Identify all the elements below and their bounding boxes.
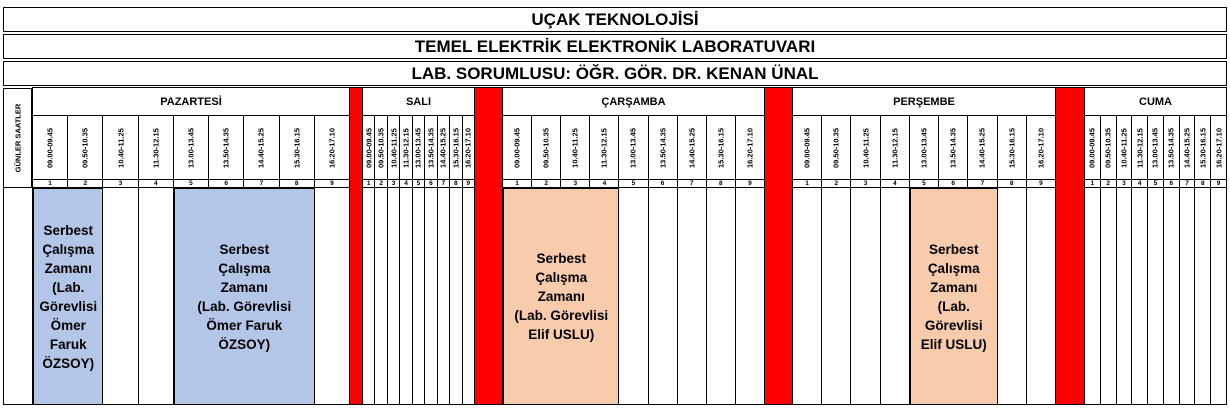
time-slot-label: 14.40-15.25: [977, 127, 987, 168]
period-number: 4: [400, 180, 412, 188]
time-slot-header: [139, 116, 174, 180]
free-study-line: Ömer Faruk: [49, 317, 87, 352]
time-slot-label: 09.50-10.35: [376, 127, 386, 168]
time-slot-header: [939, 116, 968, 180]
period-number: 9: [315, 180, 350, 188]
period-number: 7: [244, 180, 279, 188]
time-slot-label: 16.20-17.10: [327, 127, 337, 168]
time-slot-label: 16.20-17.10: [463, 127, 473, 168]
time-slot-header: [425, 116, 437, 180]
period-number: 9: [736, 180, 765, 188]
free-study-text: [514, 249, 608, 344]
period-number: 4: [590, 180, 619, 188]
free-study-line: Zamanı: [44, 260, 92, 276]
free-study-block: [910, 188, 998, 405]
time-slot-header: [438, 116, 450, 180]
time-slot-header: [400, 116, 412, 180]
free-study-block: [174, 188, 315, 405]
period-number: 3: [851, 180, 880, 188]
free-study-line: Görevlisi: [924, 317, 983, 333]
time-slot-label: 11.30-12.15: [151, 127, 161, 168]
time-slot-header: [450, 116, 462, 180]
time-slot-header: [998, 116, 1027, 180]
time-slot-label: 13.00-13.45: [1150, 127, 1160, 168]
time-slot-label: 13.00-13.45: [413, 127, 423, 168]
day-header: PERŞEMBE: [793, 88, 1056, 116]
period-number: 9: [463, 180, 475, 188]
period-number: 6: [425, 180, 437, 188]
free-study-line: ÖZSOY): [218, 336, 271, 352]
schedule-cell: [103, 188, 138, 405]
free-study-line: Serbest: [219, 241, 270, 257]
time-slot-label: 09.00-09.45: [802, 127, 812, 168]
schedule-cell: [1211, 188, 1227, 405]
period-number: 1: [793, 180, 822, 188]
time-slot-header: [532, 116, 561, 180]
day-separator: [1056, 88, 1085, 405]
period-number: 3: [388, 180, 400, 188]
free-study-line: Zamanı: [537, 289, 585, 304]
time-slot-header: [619, 116, 648, 180]
free-study-text: [197, 240, 291, 354]
time-slot-label: 09.50-10.35: [1103, 127, 1113, 168]
day-header: PAZARTESİ: [33, 88, 350, 116]
schedule-cell: [793, 188, 822, 405]
free-study-line: Çalışma: [218, 260, 271, 276]
schedule-cell: [881, 188, 910, 405]
free-study-block: [503, 188, 619, 405]
period-number: 1: [1085, 180, 1101, 188]
time-slot-label: 15.30-16.15: [1198, 127, 1208, 168]
schedule-cell: [1180, 188, 1196, 405]
time-slot-label: 10.40-11.25: [389, 127, 399, 168]
time-slot-label: 11.30-12.15: [401, 127, 411, 168]
free-study-text: [921, 240, 987, 354]
time-slot-label: 13.50-14.35: [221, 127, 231, 168]
time-slot-label: 15.30-16.15: [1007, 127, 1017, 168]
time-slot-label: 14.40-15.25: [256, 127, 266, 168]
free-study-line: (Lab.: [937, 298, 970, 314]
days-hours-label: GÜNLER SAATLER: [3, 88, 32, 188]
free-study-block: [33, 188, 103, 405]
period-number: 8: [1195, 180, 1211, 188]
period-number: 9: [1211, 180, 1227, 188]
period-number: 6: [209, 180, 244, 188]
schedule-cell: [707, 188, 736, 405]
period-number: 4: [881, 180, 910, 188]
schedule-cell: [1085, 188, 1101, 405]
free-study-line: Elif USLU): [528, 327, 595, 342]
free-study-line: Çalışma: [535, 270, 588, 285]
free-study-line: Serbest: [536, 251, 586, 266]
period-number: 2: [375, 180, 387, 188]
schedule-cell: [1148, 188, 1164, 405]
time-slot-header: [851, 116, 880, 180]
period-number: 5: [910, 180, 939, 188]
schedule-cell: [851, 188, 880, 405]
time-slot-label: 11.30-12.15: [890, 127, 900, 168]
time-slot-header: [678, 116, 707, 180]
free-study-line: Zamanı: [930, 279, 978, 295]
time-slot-header: [280, 116, 315, 180]
time-slot-label: 13.50-14.35: [1166, 127, 1176, 168]
time-slot-header: [822, 116, 851, 180]
free-study-line: (Lab. Görevlisi: [514, 308, 609, 323]
period-number: 7: [968, 180, 997, 188]
period-number: 8: [707, 180, 736, 188]
schedule-cell: [998, 188, 1027, 405]
time-slot-header: [707, 116, 736, 180]
time-slot-label: 16.20-17.10: [745, 127, 755, 168]
time-slot-header: [1180, 116, 1196, 180]
day-separator: [350, 88, 363, 405]
time-slot-label: 11.30-12.15: [1135, 127, 1145, 168]
schedule-cell: [315, 188, 350, 405]
time-slot-label: 09.50-10.35: [831, 127, 841, 168]
time-slot-label: 10.40-11.25: [1119, 127, 1129, 168]
time-slot-header: [33, 116, 68, 180]
schedule-cell: [363, 188, 375, 405]
period-number: 1: [363, 180, 375, 188]
period-number: 1: [33, 180, 68, 188]
schedule-cell: [649, 188, 678, 405]
schedule-cell: [139, 188, 174, 405]
time-slot-header: [910, 116, 939, 180]
time-slot-header: [1085, 116, 1101, 180]
period-number: 6: [939, 180, 968, 188]
time-slot-header: [1211, 116, 1227, 180]
lab-supervisor: LAB. SORUMLUSU: ÖĞR. GÖR. DR. KENAN ÜNAL: [3, 61, 1227, 86]
period-number: 5: [413, 180, 425, 188]
schedule-cell: [1117, 188, 1133, 405]
schedule-cell: [1164, 188, 1180, 405]
schedule-cell: [425, 188, 437, 405]
free-study-line: ÖZSOY): [42, 355, 95, 371]
schedule-cell: [619, 188, 648, 405]
period-number: 6: [1164, 180, 1180, 188]
period-number: 7: [678, 180, 707, 188]
time-slot-label: 14.40-15.25: [438, 127, 448, 168]
period-number: 5: [174, 180, 209, 188]
time-slot-label: 13.00-13.45: [628, 127, 638, 168]
time-slot-label: 09.50-10.35: [541, 127, 551, 168]
time-slot-header: [68, 116, 103, 180]
time-slot-header: [315, 116, 350, 180]
time-slot-label: 15.30-16.15: [292, 127, 302, 168]
schedule-cell: [438, 188, 450, 405]
day-header: SALI: [363, 88, 475, 116]
period-number: 8: [450, 180, 462, 188]
schedule-cell: [822, 188, 851, 405]
time-slot-label: 13.50-14.35: [948, 127, 958, 168]
time-slot-label: 15.30-16.15: [451, 127, 461, 168]
period-number: 2: [1101, 180, 1117, 188]
period-number: 3: [1117, 180, 1133, 188]
period-number: 1: [503, 180, 532, 188]
period-number: 3: [103, 180, 138, 188]
time-slot-header: [1164, 116, 1180, 180]
time-slot-header: [103, 116, 138, 180]
time-slot-label: 16.20-17.10: [1214, 127, 1224, 168]
schedule-cell: [1027, 188, 1056, 405]
time-slot-header: [1101, 116, 1117, 180]
time-slot-label: 09.00-09.45: [1087, 127, 1097, 168]
time-slot-header: [388, 116, 400, 180]
time-slot-header: [1195, 116, 1211, 180]
free-study-line: Serbest Çalışma: [42, 222, 95, 257]
time-slot-header: [209, 116, 244, 180]
time-slot-label: 09.00-09.45: [364, 127, 374, 168]
free-study-line: Zamanı: [220, 279, 268, 295]
period-number: 5: [619, 180, 648, 188]
time-slot-header: [363, 116, 375, 180]
time-slot-header: [1117, 116, 1133, 180]
period-number: 8: [280, 180, 315, 188]
schedule-cell: [1195, 188, 1211, 405]
time-slot-header: [1132, 116, 1148, 180]
time-slot-header: [561, 116, 590, 180]
time-slot-label: 14.40-15.25: [687, 127, 697, 168]
day-header: CUMA: [1085, 88, 1227, 116]
time-slot-label: 13.00-13.45: [186, 127, 196, 168]
time-slot-label: 11.30-12.15: [599, 127, 609, 168]
free-study-line: (Lab. Görevlisi: [197, 298, 292, 314]
time-slot-header: [736, 116, 765, 180]
time-slot-label: 10.40-11.25: [570, 127, 580, 168]
time-slot-header: [1148, 116, 1164, 180]
time-slot-header: [881, 116, 910, 180]
free-study-line: Elif USLU): [920, 336, 987, 352]
schedule-cell: [400, 188, 412, 405]
free-study-line: Ömer Faruk: [206, 317, 283, 333]
schedule-cell: [463, 188, 475, 405]
period-number: 2: [822, 180, 851, 188]
time-slot-header: [590, 116, 619, 180]
time-slot-label: 10.40-11.25: [861, 127, 871, 168]
period-number: 4: [139, 180, 174, 188]
period-number: 4: [1132, 180, 1148, 188]
time-slot-header: [413, 116, 425, 180]
schedule-cell: [388, 188, 400, 405]
free-study-text: [36, 221, 100, 373]
schedule-cell: [375, 188, 387, 405]
time-slot-label: 09.00-09.45: [45, 127, 55, 168]
time-slot-header: [463, 116, 475, 180]
period-number: 7: [438, 180, 450, 188]
day-separator: [475, 88, 503, 405]
time-slot-label: 09.00-09.45: [512, 127, 522, 168]
time-slot-header: [1027, 116, 1056, 180]
period-number: 8: [998, 180, 1027, 188]
schedule-cell: [1101, 188, 1117, 405]
lab-title: TEMEL ELEKTRİK ELEKTRONİK LABORATUVARI: [3, 34, 1227, 59]
time-slot-label: 13.00-13.45: [919, 127, 929, 168]
schedule-cell: [413, 188, 425, 405]
time-slot-header: [968, 116, 997, 180]
period-number: 3: [561, 180, 590, 188]
time-slot-label: 14.40-15.25: [1182, 127, 1192, 168]
period-number: 9: [1027, 180, 1056, 188]
free-study-line: Çalışma: [927, 260, 980, 276]
time-slot-label: 15.30-16.15: [716, 127, 726, 168]
time-slot-header: [649, 116, 678, 180]
period-number: 2: [68, 180, 103, 188]
period-number: 5: [1148, 180, 1164, 188]
time-slot-label: 09.50-10.35: [80, 127, 90, 168]
time-slot-label: 10.40-11.25: [116, 127, 126, 168]
time-slot-header: [793, 116, 822, 180]
free-study-line: (Lab. Görevlisi: [39, 279, 98, 314]
period-number: 6: [649, 180, 678, 188]
time-slot-label: 13.50-14.35: [658, 127, 668, 168]
free-study-line: Serbest: [928, 241, 979, 257]
period-number: 7: [1180, 180, 1196, 188]
side-column-body: [3, 188, 33, 405]
schedule-cell: [450, 188, 462, 405]
schedule-cell: [1132, 188, 1148, 405]
schedule-cell: [678, 188, 707, 405]
time-slot-header: [174, 116, 209, 180]
schedule-cell: [736, 188, 765, 405]
time-slot-label: 13.50-14.35: [426, 127, 436, 168]
time-slot-header: [375, 116, 387, 180]
department-title: UÇAK TEKNOLOJİSİ: [3, 7, 1227, 32]
time-slot-header: [244, 116, 279, 180]
day-header: ÇARŞAMBA: [503, 88, 765, 116]
day-separator: [765, 88, 793, 405]
time-slot-label: 16.20-17.10: [1036, 127, 1046, 168]
period-number: 2: [532, 180, 561, 188]
time-slot-header: [503, 116, 532, 180]
